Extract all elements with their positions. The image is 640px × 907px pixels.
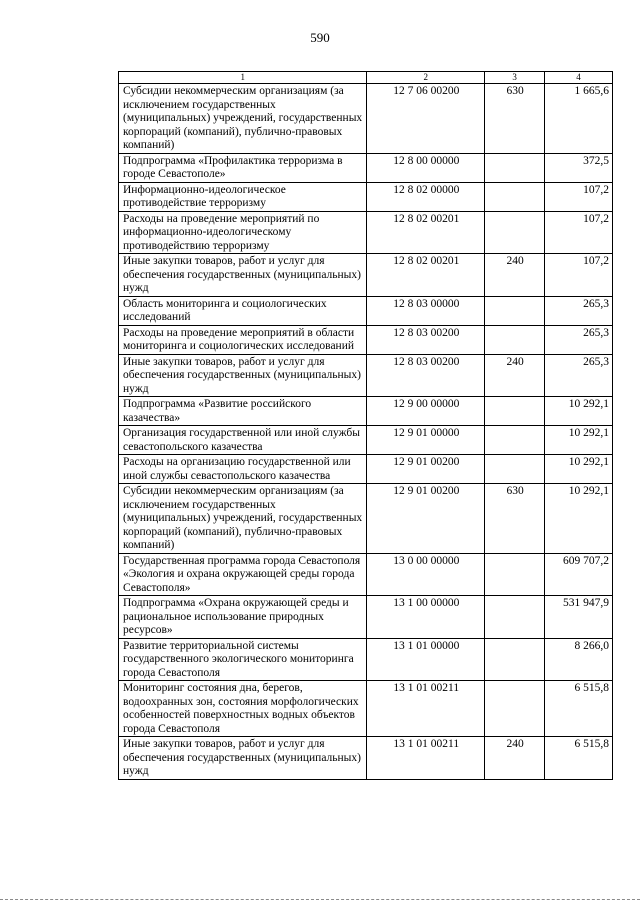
cell-code: 12 8 03 00200 [367, 354, 485, 397]
cell-amount: 107,2 [545, 254, 613, 297]
page-bottom-edge [0, 899, 640, 900]
cell-expense-type [485, 596, 545, 639]
budget-table [118, 71, 613, 780]
table-row [119, 397, 613, 426]
table-row [119, 681, 613, 737]
cell-amount: 265,3 [545, 325, 613, 354]
column-header-amount: 4 [545, 72, 613, 84]
cell-name: Иные закупки товаров, работ и услуг для обеспечения государственных (муниципальных) нужд [119, 354, 367, 397]
cell-expense-type [485, 296, 545, 325]
cell-code: 12 9 01 00200 [367, 484, 485, 554]
table-row [119, 553, 613, 596]
table-row [119, 737, 613, 780]
cell-expense-type [485, 325, 545, 354]
table-row [119, 254, 613, 297]
cell-amount: 10 292,1 [545, 455, 613, 484]
cell-name: Расходы на проведение мероприятий по информационно-идеологическому противодействию терроризму [119, 211, 367, 254]
cell-code: 12 8 03 00200 [367, 325, 485, 354]
cell-expense-type: 630 [485, 84, 545, 154]
cell-name: Развитие территориальной системы государственного экологического мониторинга города Севастополя [119, 638, 367, 681]
cell-amount: 8 266,0 [545, 638, 613, 681]
cell-code: 13 1 01 00211 [367, 737, 485, 780]
table-row [119, 84, 613, 154]
table-row [119, 354, 613, 397]
cell-name: Государственная программа города Севастополя «Экология и охрана окружающей среды города Севастополя» [119, 553, 367, 596]
cell-code: 12 8 02 00201 [367, 211, 485, 254]
cell-code: 13 1 01 00000 [367, 638, 485, 681]
cell-code: 12 9 00 00000 [367, 397, 485, 426]
cell-name: Область мониторинга и социологических исследований [119, 296, 367, 325]
table-row [119, 296, 613, 325]
cell-code: 13 1 01 00211 [367, 681, 485, 737]
cell-expense-type [485, 182, 545, 211]
cell-expense-type [485, 211, 545, 254]
cell-amount: 609 707,2 [545, 553, 613, 596]
cell-code: 12 9 01 00200 [367, 455, 485, 484]
cell-name: Расходы на организацию государственной или иной службы севастопольского казачества [119, 455, 367, 484]
cell-amount: 1 665,6 [545, 84, 613, 154]
table-row [119, 426, 613, 455]
column-header-code: 2 [367, 72, 485, 84]
cell-name: Информационно-идеологическое противодействие терроризму [119, 182, 367, 211]
cell-expense-type [485, 638, 545, 681]
table-row [119, 153, 613, 182]
cell-name: Расходы на проведение мероприятий в области мониторинга и социологических исследований [119, 325, 367, 354]
cell-code: 12 8 00 00000 [367, 153, 485, 182]
cell-expense-type: 240 [485, 737, 545, 780]
cell-name: Организация государственной или иной службы севастопольского казачества [119, 426, 367, 455]
cell-amount: 265,3 [545, 296, 613, 325]
cell-code: 13 0 00 00000 [367, 553, 485, 596]
cell-amount: 531 947,9 [545, 596, 613, 639]
table-row [119, 455, 613, 484]
cell-name: Субсидии некоммерческим организациям (за исключением государственных (муниципальных) учреждений, государственных корпораций (компаний), публично-правовых компаний) [119, 84, 367, 154]
table-row [119, 325, 613, 354]
cell-expense-type: 630 [485, 484, 545, 554]
table-header-row [119, 72, 613, 84]
cell-amount: 6 515,8 [545, 737, 613, 780]
cell-amount: 6 515,8 [545, 681, 613, 737]
cell-amount: 10 292,1 [545, 484, 613, 554]
table-row [119, 211, 613, 254]
cell-expense-type [485, 455, 545, 484]
cell-amount: 372,5 [545, 153, 613, 182]
column-header-type: 3 [485, 72, 545, 84]
cell-code: 12 8 02 00201 [367, 254, 485, 297]
cell-name: Подпрограмма «Развитие российского казачества» [119, 397, 367, 426]
cell-name: Иные закупки товаров, работ и услуг для обеспечения государственных (муниципальных) нужд [119, 737, 367, 780]
cell-code: 12 8 02 00000 [367, 182, 485, 211]
cell-name: Мониторинг состояния дна, берегов, водоохранных зон, состояния морфологических особенностей поверхностных водных объектов города Севастополя [119, 681, 367, 737]
cell-amount: 107,2 [545, 182, 613, 211]
cell-name: Подпрограмма «Профилактика терроризма в городе Севастополе» [119, 153, 367, 182]
cell-amount: 265,3 [545, 354, 613, 397]
cell-expense-type [485, 681, 545, 737]
table-row [119, 596, 613, 639]
cell-expense-type: 240 [485, 354, 545, 397]
page-number: 590 [310, 30, 330, 45]
cell-expense-type [485, 426, 545, 455]
cell-expense-type [485, 153, 545, 182]
table-row [119, 484, 613, 554]
cell-expense-type: 240 [485, 254, 545, 297]
cell-name: Иные закупки товаров, работ и услуг для обеспечения государственных (муниципальных) нужд [119, 254, 367, 297]
cell-name: Подпрограмма «Охрана окружающей среды и рациональное использование природных ресурсов» [119, 596, 367, 639]
cell-code: 12 9 01 00000 [367, 426, 485, 455]
cell-expense-type [485, 553, 545, 596]
cell-amount: 107,2 [545, 211, 613, 254]
table-row [119, 638, 613, 681]
cell-code: 13 1 00 00000 [367, 596, 485, 639]
cell-name: Субсидии некоммерческим организациям (за исключением государственных (муниципальных) учреждений, государственных корпораций (компаний), публично-правовых компаний) [119, 484, 367, 554]
cell-amount: 10 292,1 [545, 426, 613, 455]
cell-expense-type [485, 397, 545, 426]
table-row [119, 182, 613, 211]
cell-code: 12 8 03 00000 [367, 296, 485, 325]
cell-code: 12 7 06 00200 [367, 84, 485, 154]
cell-amount: 10 292,1 [545, 397, 613, 426]
column-header-name: 1 [119, 72, 367, 84]
